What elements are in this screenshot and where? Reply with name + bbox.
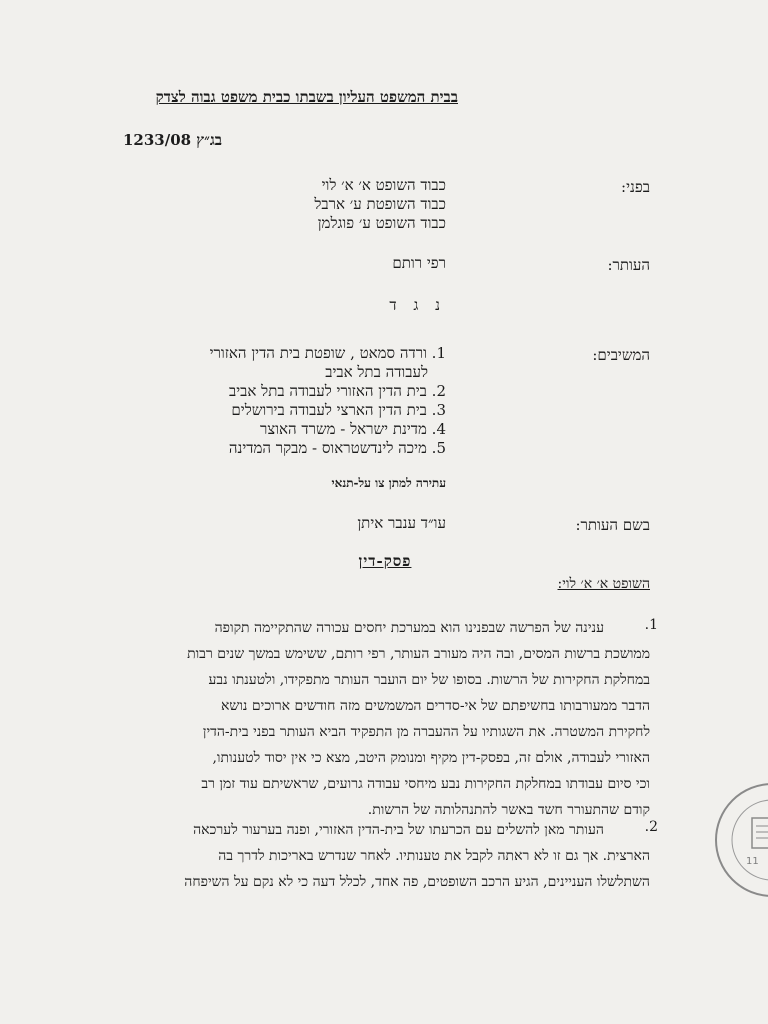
paragraph-line: העותר מאן להשלים עם הכרעתו של בית-הדין האזורי, ופנה בערעור לערכאה bbox=[193, 822, 604, 838]
judge-heading: השופט א׳ א׳ לוי: bbox=[557, 576, 650, 592]
before-label: בפני: bbox=[621, 178, 650, 196]
judge-name: כבוד השופטת ע׳ ארבל bbox=[314, 195, 446, 213]
paragraph-number: .1 bbox=[644, 617, 658, 633]
respondent-item: 1. ורדה סמאט , שופטת בית הדין האזורי bbox=[209, 344, 446, 362]
verdict-title: פסק-דין bbox=[358, 552, 412, 570]
respondent-item: 4. מדינת ישראל - משרד האוצר bbox=[259, 420, 446, 438]
petitioner-name: רפי רותם bbox=[392, 254, 446, 272]
paragraph-1 bbox=[118, 615, 650, 823]
case-number: בג״ץ 1233/08 bbox=[122, 131, 222, 149]
paragraph-2 bbox=[118, 817, 650, 895]
respondent-item: 3. בית הדין הארצי לעבודה בירושלים bbox=[231, 401, 446, 419]
paragraph-line: ענינה של הפרשה שבפנינו הוא במערכת יחסים עכורה שהתקיימה תקופה bbox=[214, 620, 604, 636]
respondent-item: לעבודה בתל אביב bbox=[325, 363, 428, 381]
judge-name: כבוד השופט ע׳ פוגלמן bbox=[317, 214, 446, 232]
paragraph-line: ממושכת ברשות המסים, ובה היה מעורב העותר, רפי רותם, ששימש במשך שנים רבות bbox=[187, 646, 650, 662]
judge-name: כבוד השופט א׳ א׳ לוי bbox=[321, 176, 446, 194]
paragraph-line: השתלשלו העניינים, הגיע הרכב השופטים, פה אחד, לכלל דעה כי לא נקם על השיפחה bbox=[184, 874, 650, 890]
paragraph-line: האזורי לעבודה, אולם זה, בפסק-דין מקיף ומנומק היטב, מצא כי אין יסוד לטענותו, bbox=[212, 750, 650, 766]
stamp-number: 11 bbox=[746, 856, 759, 867]
respondent-item: 5. מיכה לינדשטראוס - מבקר המדינה bbox=[228, 439, 446, 457]
petitioner-label: העותר: bbox=[607, 256, 650, 274]
counsel-name: עו״ד ענבר איתן bbox=[357, 514, 446, 532]
petition-type: עתירה למתן צו על-תנאי bbox=[331, 476, 446, 490]
paragraph-line: הארצית. אך גם זו לא ראתה לקבל את טענותיו. לאחר שנדרש באריכות לדרך בה bbox=[218, 848, 650, 864]
court-title: בבית המשפט העליון בשבתו כבית משפט גבוה לצדק bbox=[155, 88, 458, 106]
respondent-item: 2. בית הדין האזורי לעבודה בתל אביב bbox=[229, 382, 446, 400]
paragraph-line: וכי סיום עבודתו במחלקת החקירות נבע מיחסי עבודה גרועים, שראשיתם עוד זמן רב bbox=[201, 776, 650, 792]
paragraph-line: במחלקת החקירות של הרשות. בסופו של יום הועבר העותר מתפקידו, ולטענתו נבע bbox=[208, 672, 650, 688]
paragraph-line: לחקירת המשטרה. את השגותיו על ההעברה מן התפקיד הביא העותר בפני בית-הדין bbox=[202, 724, 650, 740]
counsel-label: בשם העותר: bbox=[575, 516, 650, 534]
versus-label: נ ג ד bbox=[389, 296, 446, 314]
court-stamp-seal bbox=[712, 780, 768, 900]
judges-list bbox=[200, 176, 446, 233]
respondents-label: המשיבים: bbox=[592, 346, 650, 364]
respondents-list bbox=[200, 344, 446, 458]
paragraph-line: הדבר ממעורבותו בחשיפתם של אי-סדרים המשמשים מזה חודשים ארוכים נושא bbox=[221, 698, 650, 714]
paragraph-number: .2 bbox=[644, 819, 658, 835]
paragraph-line: קודם שהתעורר חשד באשר להתנהלותה של הרשות. bbox=[367, 802, 650, 818]
